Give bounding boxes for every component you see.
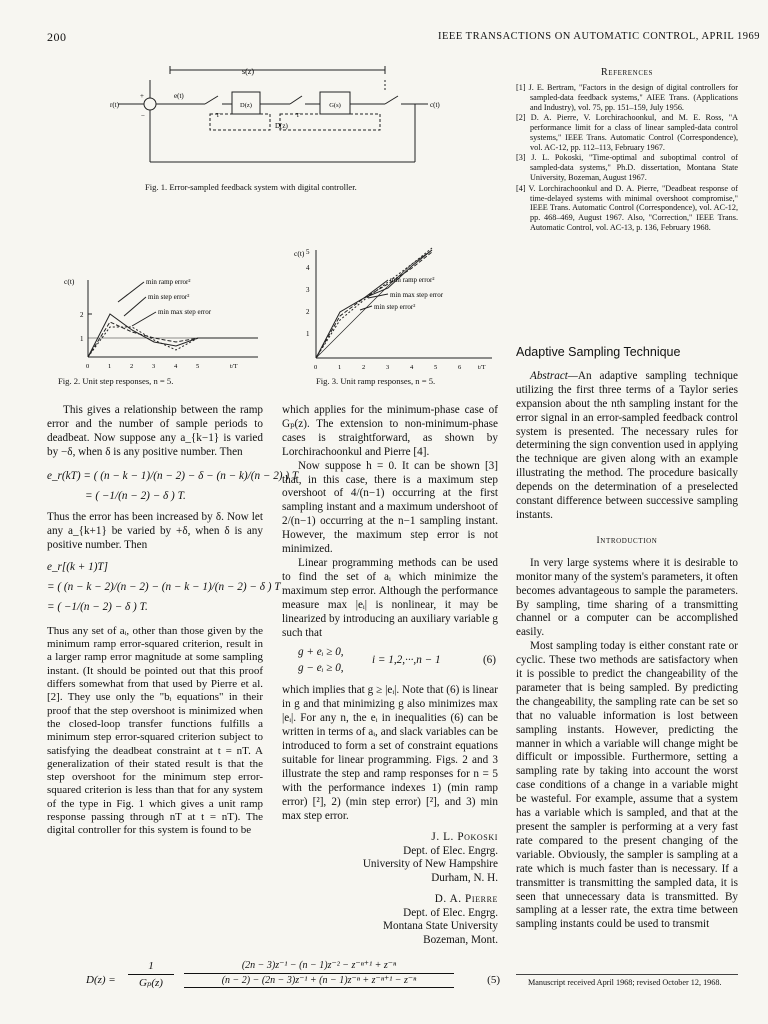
abstract-label: Abstract—: [530, 369, 578, 382]
fig2-ylabel: c(t): [64, 277, 75, 286]
fig1-label-input: r(t): [110, 101, 119, 109]
equation-5-frac2-den: (n − 2) − (2n − 3)z⁻¹ + (n − 1)z⁻ⁿ + z⁻ⁿ⁺¹ − z⁻ⁿ: [184, 973, 454, 988]
fig1-label-minus: −: [141, 112, 145, 120]
fig1-label-t2: T: [296, 113, 300, 119]
fig3-xtick-1: 1: [338, 364, 342, 371]
fig3-ytick-5: 5: [306, 248, 310, 256]
fig2-xtick-2: 2: [130, 363, 134, 370]
fig3-chart: [292, 246, 502, 374]
fig2-xtick-4: 4: [174, 363, 178, 370]
fig1-label-error: e(t): [174, 92, 184, 100]
fig1-sampler-2: [290, 96, 302, 104]
equation-1a: e_r(kT) = ( (n − k − 1)/(n − 2) − δ − (n − k)/(n − 2) ) T: [47, 469, 299, 482]
right-column: [516, 346, 738, 932]
reference-4: [4] V. Lorchirachoonkul and D. A. Pierre, "Deadbeat response of time-delayed systems with minimal overshoot compromise," IEEE Trans. Automatic Control (Correspondence), vol. AC-12, pp. 468–469, August 1967. Also, "Correction," IEEE Trans. Automatic Control, vol. AC-13, p. 136, February 1968.: [516, 183, 738, 233]
fig1-label-sampler: s(z): [242, 67, 254, 76]
left-column: [47, 404, 299, 838]
abstract: [516, 370, 738, 523]
fig3-xlabel: t/T: [478, 364, 486, 371]
references: [516, 66, 738, 234]
fig2-chart: [58, 272, 268, 372]
author-univ-1: University of New Hampshire: [362, 858, 498, 871]
page-number: 200: [47, 30, 67, 44]
abstract-text: An adaptive sampling technique utilizing the first three terms of a Taylor series expansion about the nth sampling instant for the error signal in an error-sampled feedback control system is presented. The necessary rules for determining the sign convention used in applying the technique are given along with an example illustrating the method. The procedure basically depends on the determination of a preselected constant difference between successive sampling instants.: [516, 369, 738, 521]
fig2-xtick-0: 0: [86, 363, 90, 370]
fig1-block-diagram: [110, 62, 450, 177]
intro-paragraph-1: In very large systems where it is desirable to monitor many of the system's parameters, it often becomes advantageous to sample the parameters. By sampling, time sharing of a transmitting channel or a computer can be accomplished easily.: [516, 556, 738, 639]
intro-title: Introduction: [596, 535, 658, 546]
fig3-xtick-2: 2: [362, 364, 366, 371]
author-signature-2: [282, 893, 498, 947]
author-dept-2: Dept. of Elec. Engrg.: [403, 906, 498, 919]
fig3-ytick-2: 2: [306, 308, 310, 316]
equation-5-frac1: [128, 960, 174, 989]
fig2-legend-3: min max step error: [158, 308, 212, 316]
fig2-xtick-1: 1: [108, 363, 112, 370]
fig1-sampler-3: [385, 96, 398, 104]
equation-6: [282, 646, 498, 680]
fig2-curve-min-max: [88, 327, 258, 357]
equation-2b: = ( (n − k − 2)/(n − 2) − (n − k − 1)/(n − 2) − δ ) T: [47, 581, 281, 594]
fig3-legend-2: min max step error: [390, 291, 444, 299]
author-city-2: Bozeman, Mont.: [423, 933, 498, 946]
left-paragraph-1: This gives a relationship between the ramp error and the number of sample periods to deadbeat. Now suppose any a_{k−1} is varied by −δ, when δ is any positive number. Then: [47, 404, 263, 458]
fig2-xtick-5: 5: [196, 363, 200, 370]
fig3-caption: Fig. 3. Unit ramp responses, n = 5.: [316, 376, 436, 386]
equation-5-frac2-num: (2n − 3)z⁻¹ − (n − 1)z⁻² − z⁻ⁿ⁺¹ + z⁻ⁿ: [241, 960, 397, 971]
intro-paragraph-2: Most sampling today is either constant rate or cyclic. These two methods are satisfactory when it is possible to predict the changeability of the parameter that is being sampled. By predicting the changeability, the sampling rate can be set so that no valuable information is lost between sampling instants. However, predicting the manner in which a variable will change might be difficult or impossible. Furthermore, setting a sampling rate by taking into account the worst case conditions of a change in a variable might be wasteful. For example, assume that a system has a variable which is sampled, and that at the present the sampler is performing at a very fast rate compared to the present changing of the variable. Obviously, the sampler is sampling at a rate which is much faster than is necessary. If a transmitter is transmitting the sampled data, it is seen that unnecessary data is transmitted. By sampling at a lesser rate, the extra time between sampling instants could be used to transmit: [516, 640, 738, 931]
running-header: IEEE TRANSACTIONS ON AUTOMATIC CONTROL, APRIL 1969: [438, 31, 761, 42]
equation-1b: = ( −1/(n − 2) − δ ) T.: [85, 489, 186, 502]
equation-5-lhs: D(z) =: [86, 974, 116, 986]
fig1-sampler-1: [205, 96, 218, 104]
reference-3: [3] J. L. Pokoski, "Time-optimal and suboptimal control of sampled-data systems," Ph.D. dissertation, Montana State University, Bozeman, August 1967.: [516, 153, 738, 183]
equation-5-frac1-num: 1: [148, 960, 154, 972]
equation-2c: = ( −1/(n − 2) − δ ) T.: [47, 600, 148, 613]
equation-5-frac2: [184, 960, 454, 988]
left-paragraph-2: Thus the error has been increased by δ. Now let any a_{k+1} be varied by +δ, when δ is any positive number. Then: [47, 511, 263, 552]
fig2-legend-2: min step error²: [148, 293, 190, 301]
fig1-summing-junction: [144, 98, 156, 110]
middle-column: [282, 404, 498, 947]
author-signature-1: [282, 831, 498, 885]
fig3-legend-3: min step error²: [374, 303, 416, 311]
author-name-1: J. L. Pokoski: [431, 831, 498, 844]
footnote: Manuscript received April 1968; revised October 12, 1968.: [516, 974, 738, 988]
equation-5-number: (5): [487, 974, 500, 986]
equation-2a: e_r[(k + 1)T]: [47, 561, 108, 574]
fig1-caption: Fig. 1. Error-sampled feedback system with digital controller.: [145, 182, 357, 192]
equation-6-number: (6): [482, 654, 496, 667]
author-dept-1: Dept. of Elec. Engrg.: [403, 844, 498, 857]
fig3-xtick-0: 0: [314, 364, 318, 371]
fig1-label-output: c(t): [430, 101, 440, 109]
fig3-legend-1: min ramp error²: [390, 276, 435, 284]
equation-5-frac1-den: Gₚ(z): [128, 974, 174, 989]
mid-paragraph-1: which applies for the minimum-phase case of Gₚ(z). The extension to non-minimum-phase cases is straightforward, as shown by Lorchirachoonkul and Pierre [4].: [282, 404, 498, 458]
fig2-ytick-1: 1: [80, 335, 84, 343]
equation-6a: g + eᵢ ≥ 0,: [298, 646, 344, 659]
mid-paragraph-2: Now suppose h = 0. It can be shown [3] that, in this case, there is a maximum step overshoot of 4/(n−1) occurring at the first sampling instant and a maximum undershoot of 2/(n−1) occurring at the n−1 sampling instant. However, the maximum step error is not minimized.: [282, 459, 498, 556]
fig2-legend-1: min ramp error²: [146, 278, 191, 286]
fig2-xlabel: t/T: [230, 363, 238, 370]
fig3-ytick-1: 1: [306, 330, 310, 338]
fig1-label-plus: +: [140, 92, 144, 100]
fig3-ytick-4: 4: [306, 264, 310, 272]
fig3-xtick-5: 5: [434, 364, 438, 371]
fig3-xtick-6: 6: [458, 364, 462, 371]
left-paragraph-3: Thus any set of aᵢ, other than those given by the minimum ramp error-squared criterion, result in a larger ramp error magnitude at some sampling instant. (It should be pointed out that this proof differs somewhat from that used by Pierre et al. [2]. They use only the "bᵢ equations" in their proof that the step overshoot is minimized when the closed-loop transfer functions fulfills a minimum step error-squared criterion subject to satisfying the deadbeat constraint at t = nT. A generalization of their stated result is that the step overshoot for the minimum step error-squared criterion is less than that for any system of the type in Fig. 1 which gives a unit ramp response passing through nT at t = nT). The digital controller for this system is found to be: [47, 624, 263, 837]
fig3-ylabel: c(t): [294, 249, 305, 258]
reference-1: [1] J. E. Bertram, "Factors in the design of digital controllers for sampled-data feedback systems," AIEE Trans. (Applications and Industry), vol. 75, pp. 151–159, July 1956.: [516, 82, 738, 112]
equation-6b: g − eᵢ ≥ 0,: [298, 662, 344, 675]
fig1-label-t1: T: [216, 113, 220, 119]
reference-2: [2] D. A. Pierre, V. Lorchirachoonkul, and M. E. Ross, "A performance limit for a class of linear sampled-data control systems," IEEE Trans. Automatic Control (Correspondence), vol. AC-12, pp. 112–113, February 1967.: [516, 113, 738, 152]
mid-paragraph-3: Linear programming methods can be used to find the set of aᵢ which minimize the maximum step error. Although the performance measure max |eᵢ| is nonlinear, it may be linearized by introducing an auxiliary variable g such that: [282, 556, 498, 639]
author-name-2: D. A. Pierre: [434, 893, 498, 906]
author-univ-2: Montana State University: [383, 920, 498, 933]
equation-6-condition: i = 1,2,···,n − 1: [372, 654, 441, 667]
fig2-caption: Fig. 2. Unit step responses, n = 5.: [58, 376, 174, 386]
fig3-xtick-4: 4: [410, 364, 414, 371]
author-city-1: Durham, N. H.: [431, 871, 498, 884]
mid-paragraph-4: which implies that g ≥ |eᵢ|. Note that (6) is linear in g and that minimizing g also minimizes max |eᵢ|. For any n, the eᵢ in inequalities (6) can be written in terms of aᵢ, and slack variables can be introduced to form a set of constraint equations suitable for linear programming. Figs. 2 and 3 illustrate the step and ramp responses for n = 5 with the performance indexes 1) (min ramp error) [²], 2) (min step error) [²], and 3) min max step error.: [282, 684, 498, 822]
fig3-ytick-3: 3: [306, 286, 310, 294]
fig2-ytick-2: 2: [80, 311, 84, 319]
references-title: References: [601, 67, 653, 78]
fig1-label-plant: G(s): [329, 102, 341, 109]
equation-5: [86, 960, 500, 1004]
section-title: Adaptive Sampling Technique: [516, 345, 681, 359]
fig1-label-controller: D(z): [240, 102, 252, 109]
fig2-curve-min-ramp: [88, 314, 258, 357]
fig2-xtick-3: 3: [152, 363, 156, 370]
fig3-xtick-3: 3: [386, 364, 390, 371]
fig1-label-feedback-ctrl: D(z): [275, 122, 288, 130]
